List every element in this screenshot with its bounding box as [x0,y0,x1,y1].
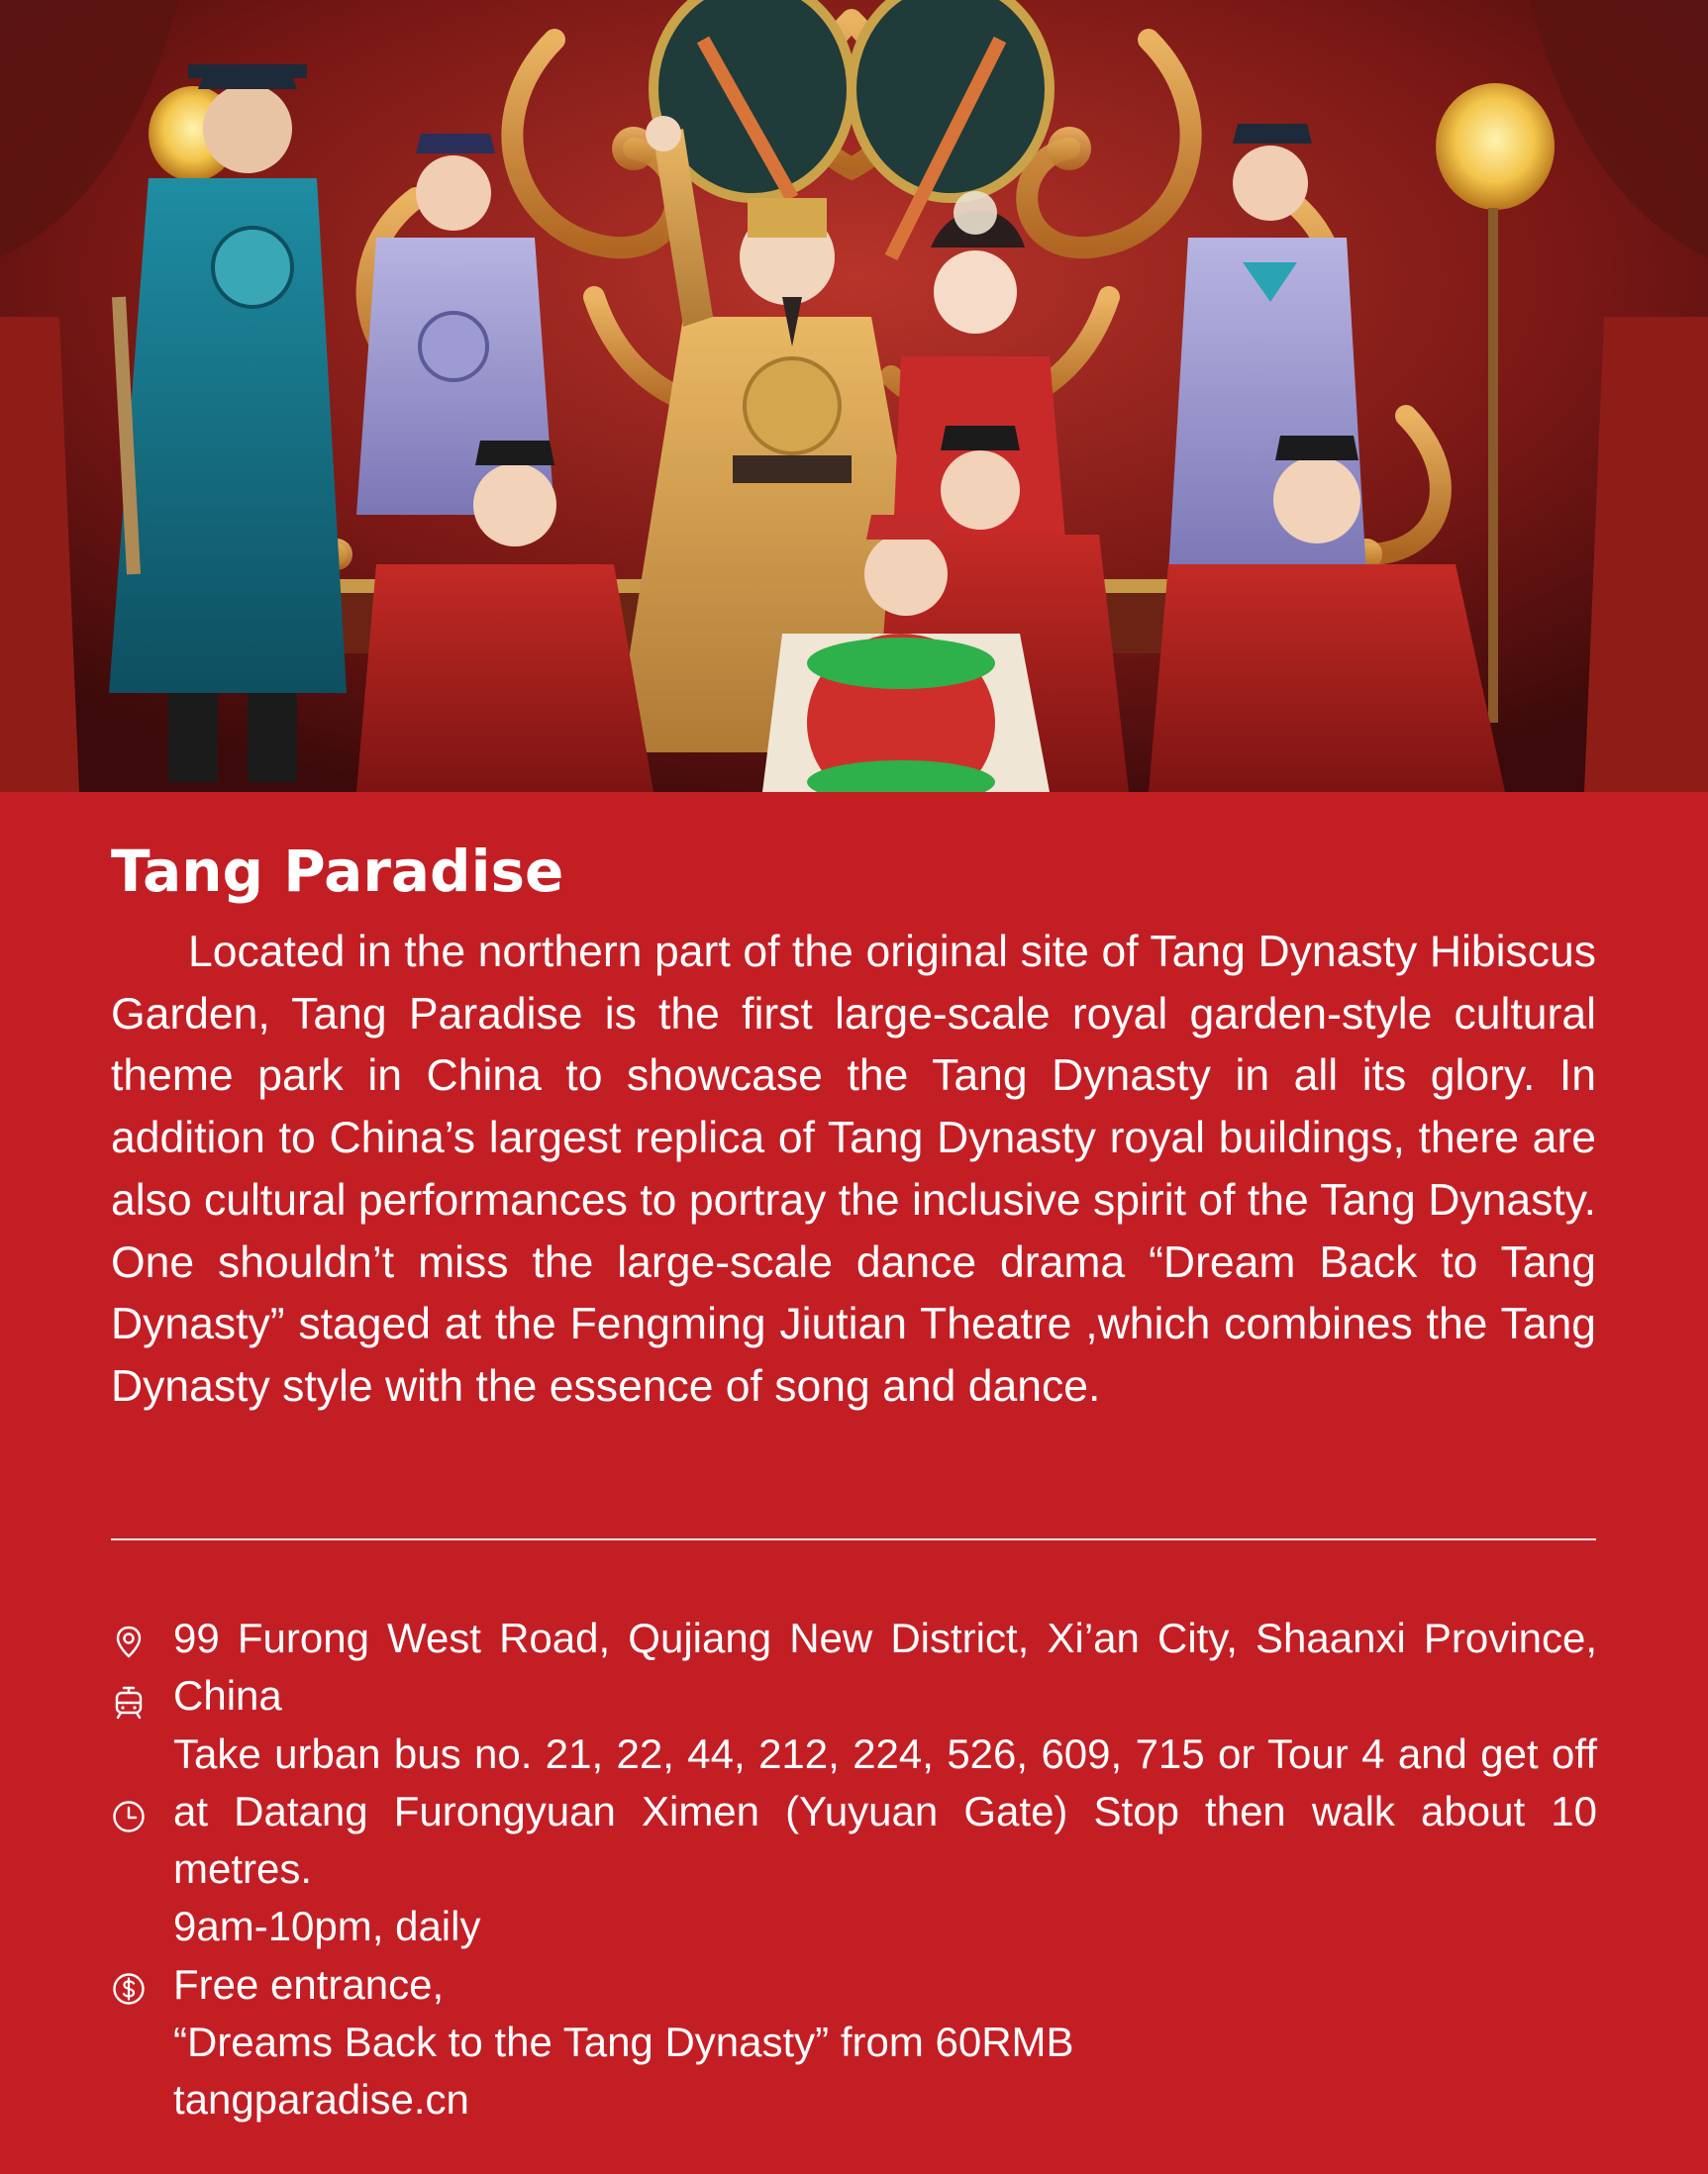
dollar-icon [111,1971,147,2007]
address-text: 99 Furong West Road, Qujiang New District, Xi’an City, Shaanxi Province, China [173,1615,1597,1720]
article-title: Tang Paradise [111,838,564,905]
location-pin-icon [111,1625,147,1660]
article [111,827,1596,1419]
price-text-show: “Dreams Back to the Tang Dynasty” from 60RMB [173,2019,1074,2066]
website-link[interactable]: tangparadise.cn [173,2076,469,2124]
hero-photo [0,0,1708,792]
transport-text: Take urban bus no. 21, 22, 44, 212, 224, 526, 609, 715 or Tour 4 and get off at Datang Furongyuan Ximen (Yuyuan Gate) Stop then walk about 10 metres. [173,1729,1597,1893]
hours-text: 9am-10pm, daily [173,1903,481,1950]
price-text-entrance: Free entrance, [173,1960,445,2008]
clock-icon [111,1799,147,1834]
article-body: Located in the northern part of the original site of Tang Dynasty Hibiscus Garden, Tang Paradise is the first large-scale royal garden-style cultural theme park in China to showcase the Tang Dynasty in all its glory. In addition to China’s largest replica of Tang Dynasty royal buildings, there are also cultural performances to portray the inclusive spirit of the Tang Dynasty. One shouldn’t miss the large-scale dance drama “Dream Back to Tang Dynasty” staged at the Fengming Jiutian Theatre ,which combines the Tang Dynasty style with the essence of song and dance. [111,928,1596,1411]
section-divider [111,1538,1596,1540]
tram-icon [111,1685,147,1721]
info-block [173,1610,1597,2129]
